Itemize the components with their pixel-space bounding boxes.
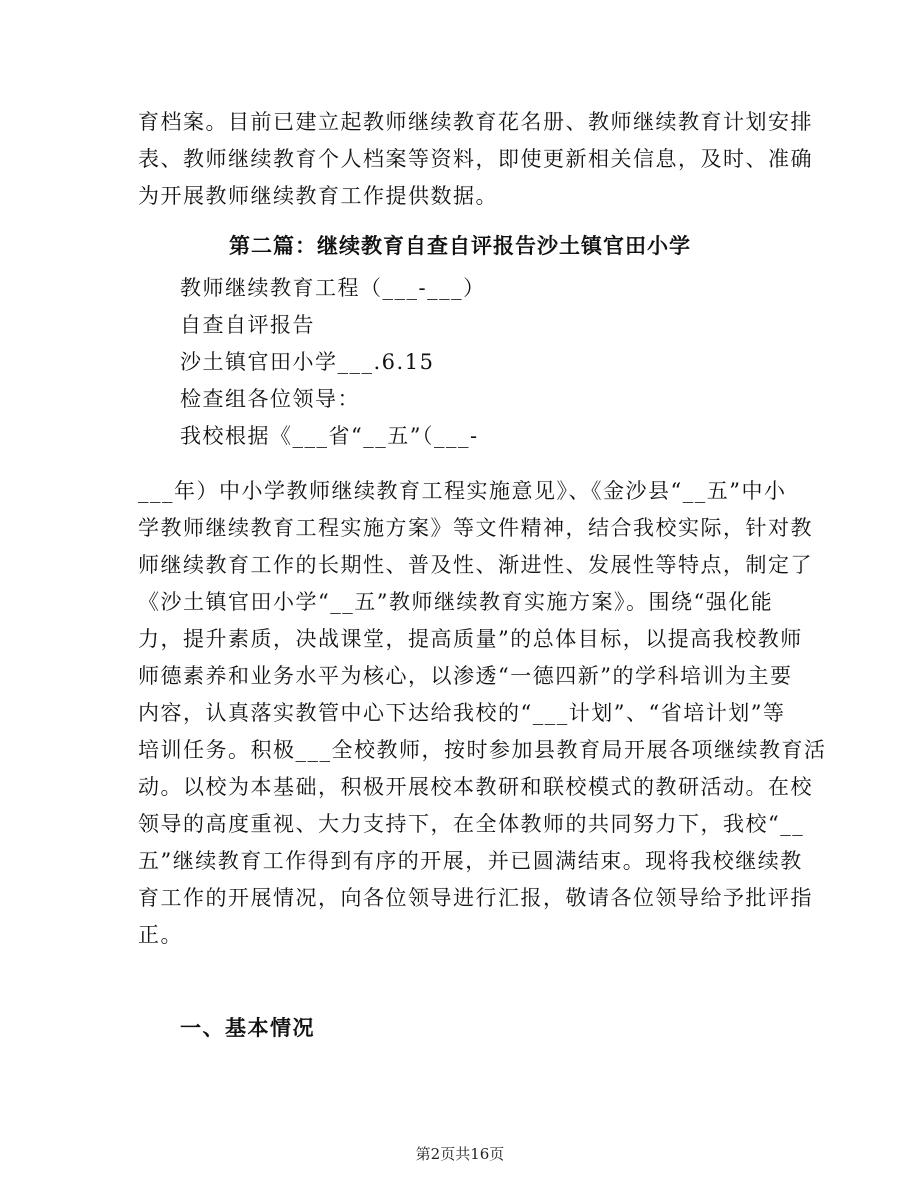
body-line: 领导的高度重视、大力支持下，在全体教师的共同努力下，我校“__ [138,812,805,836]
report-header-block [180,270,780,455]
intro-line: 育档案。目前已建立起教师继续教育花名册、教师继续教育计划安排 [138,110,813,134]
body-line: 师德素养和业务水平为核心，以渗透“一德四新”的学科培训为主要 [138,664,793,688]
body-line: 《沙土镇官田小学“__五”教师继续教育实施方案》。围绕“强化能 [138,590,774,614]
body-line: ___年）中小学教师继续教育工程实施意见》、《金沙县“__五”中小 [138,479,787,503]
section-title: 第二篇：继续教育自查自评报告沙土镇官田小学 [229,233,691,258]
body-line: 师继续教育工作的长期性、普及性、渐进性、发展性等特点，制定了 [138,553,813,577]
section-heading: 一、基本情况 [180,1015,315,1040]
header-line: 自查自评报告 [180,313,315,337]
header-line: 沙土镇官田小学___.6.15 [180,350,435,374]
header-line: 检查组各位领导： [180,387,360,411]
body-line: 五”继续教育工作得到有序的开展，并已圆满结束。现将我校继续教 [138,849,803,873]
body-paragraph [138,473,827,954]
intro-paragraph [138,104,813,215]
body-line: 动。以校为本基础，积极开展校本教研和联校模式的教研活动。在校 [138,775,813,799]
intro-line: 表、教师继续教育个人档案等资料，即使更新相关信息，及时、准确 [138,147,813,171]
page-number-footer: 第2页共16页 [415,1145,505,1163]
intro-line: 为开展教师继续教育工作提供数据。 [138,184,498,208]
body-line: 正。 [138,923,183,947]
header-line: 教师继续教育工程（___-___） [180,276,486,300]
body-line: 内容，认真落实教管中心下达给我校的“___计划”、“省培计划”等 [138,701,786,725]
body-line: 学教师继续教育工程实施方案》等文件精神，结合我校实际，针对教 [138,516,813,540]
body-line: 育工作的开展情况，向各位领导进行汇报，敬请各位领导给予批评指 [138,886,813,910]
body-line: 力，提升素质，决战课堂，提高质量”的总体目标，以提高我校教师 [138,627,803,651]
header-line: 我校根据《___省“__五”（___- [180,424,479,448]
body-line: 培训任务。积极___全校教师，按时参加县教育局开展各项继续教育活 [138,738,827,762]
